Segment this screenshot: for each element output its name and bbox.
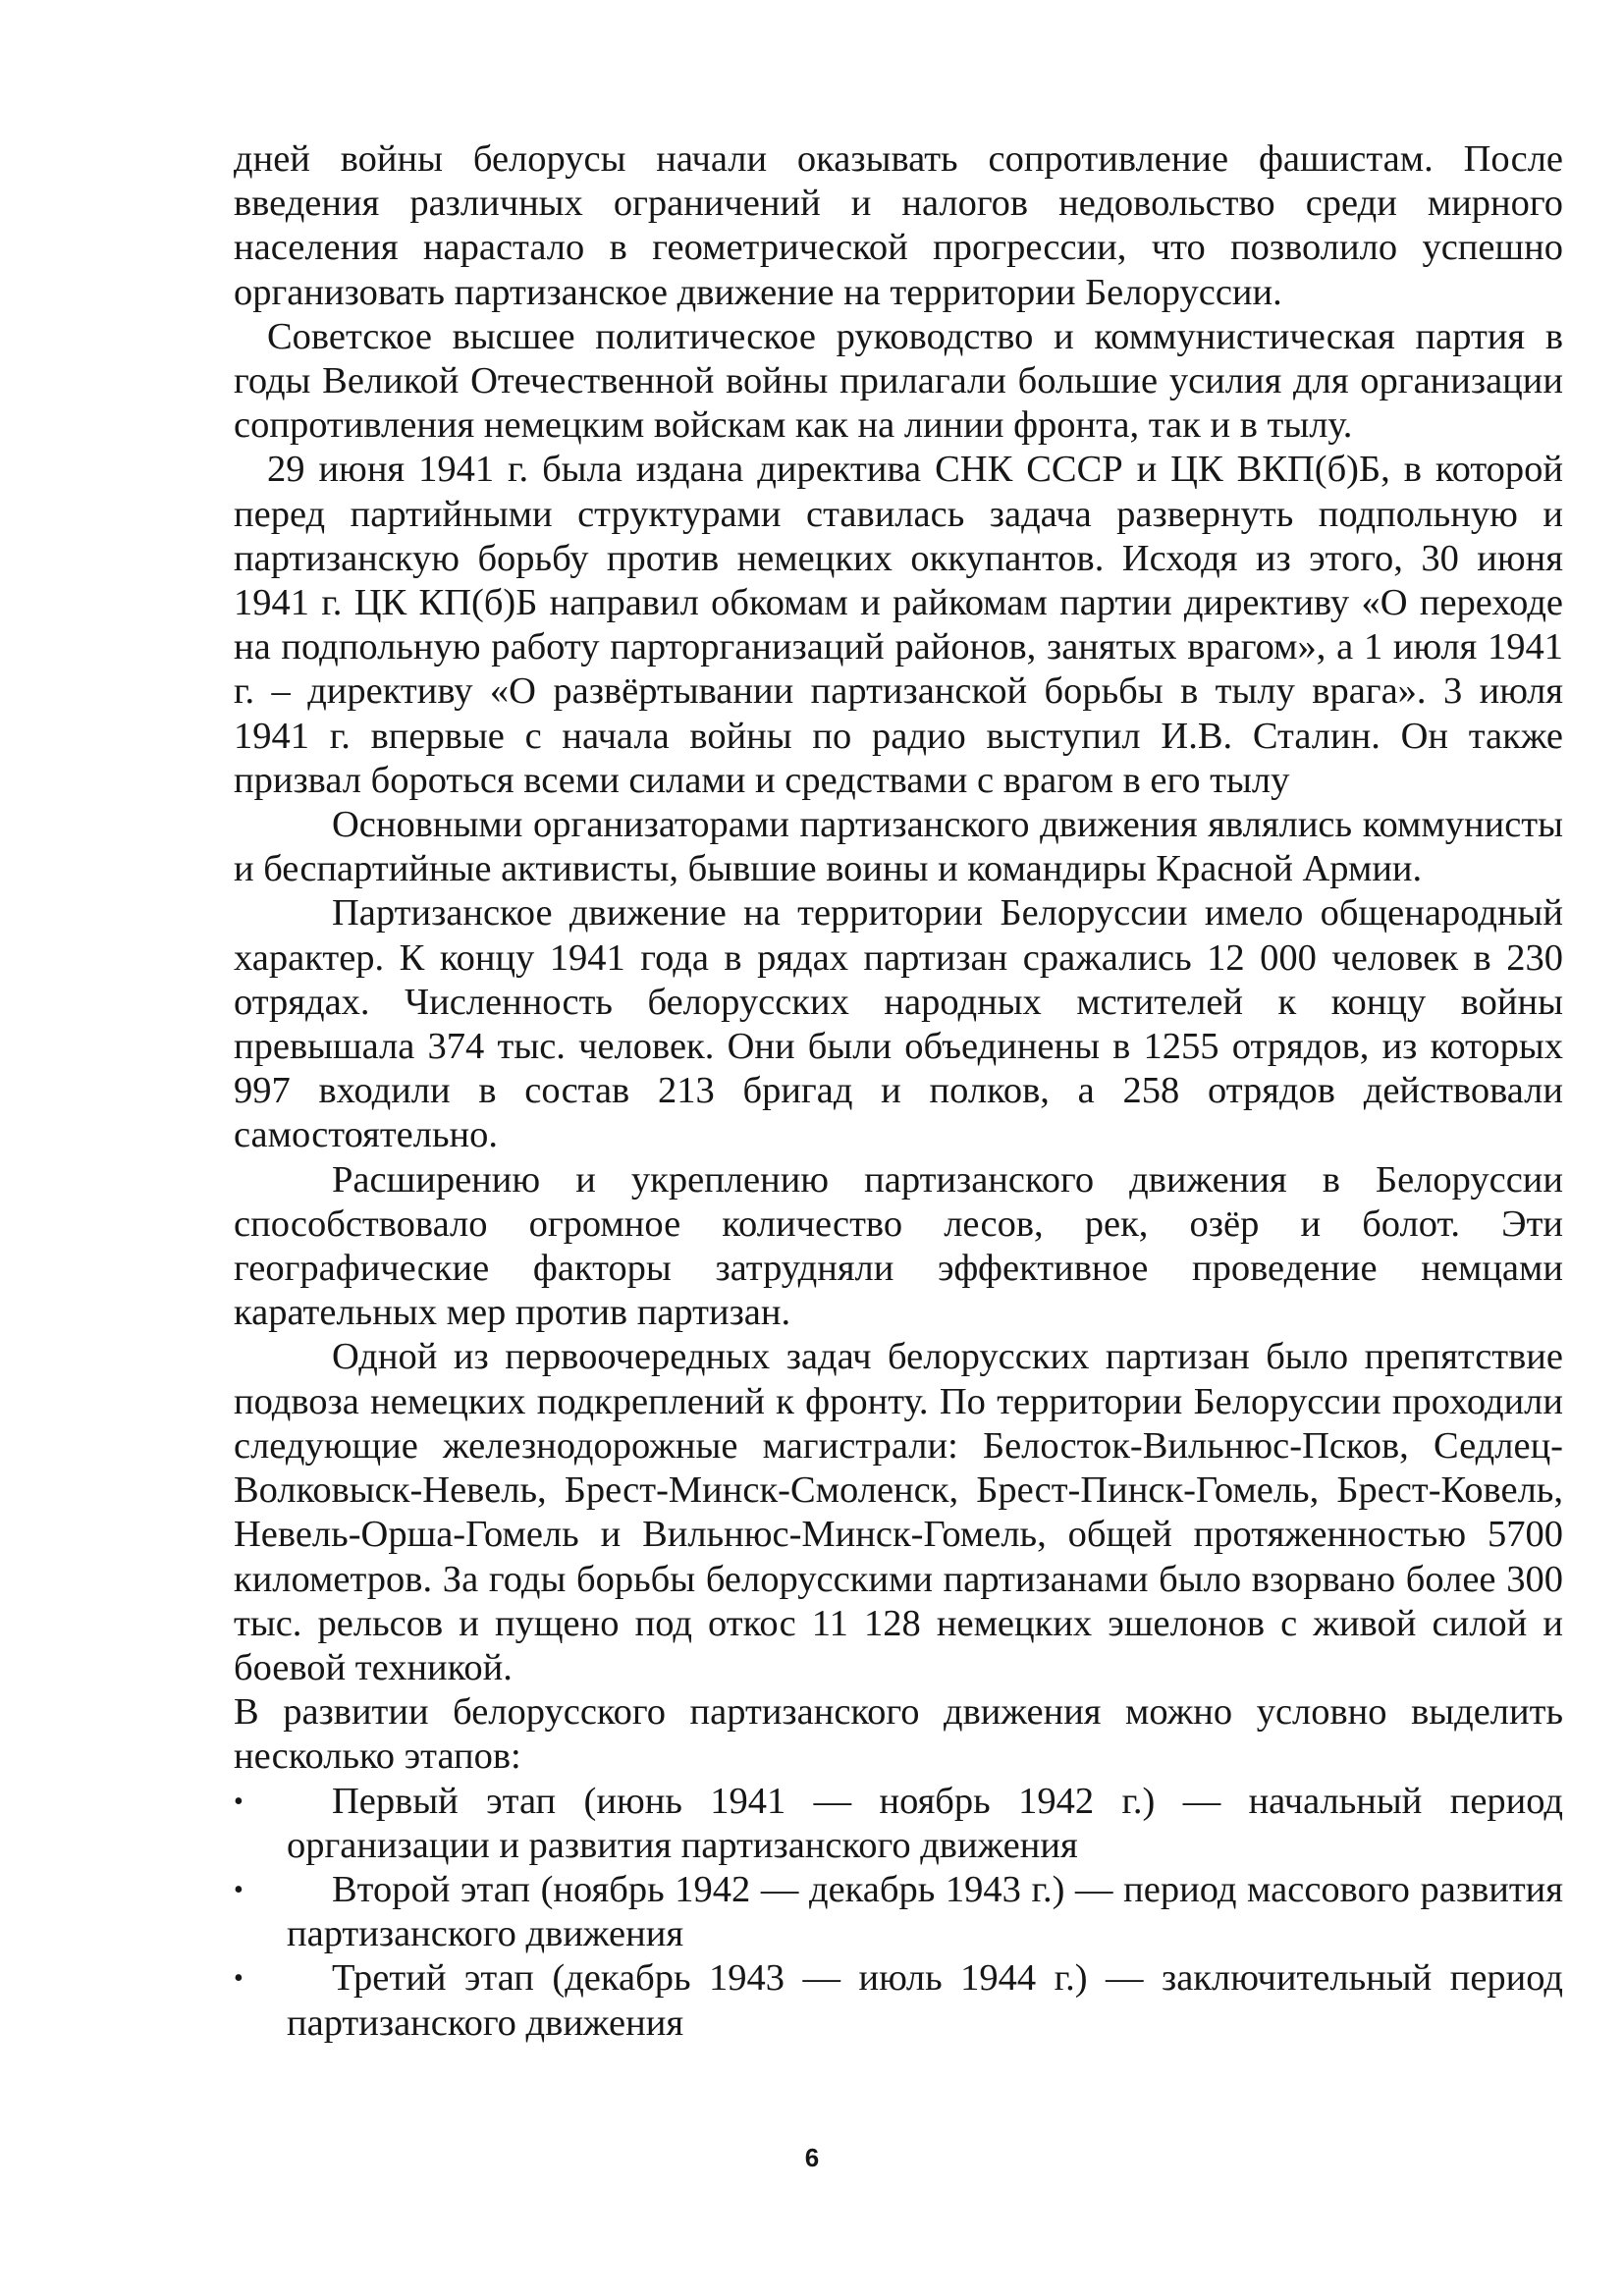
paragraph-stages-intro: В развитии белорусского партизанского движения можно условно выделить несколько этапов: [234,1691,1563,1778]
bullet-icon: • [234,1874,244,1905]
paragraph-organizers: Основными организаторами партизанского движения являлись коммунисты и беспартийные активисты, бывшие воины и командиры Красной Армии. [234,804,1563,890]
page-number: 6 [804,2143,820,2172]
bullet-icon: • [234,1786,244,1817]
stage-text: Третий этап (декабрь 1943 — июль 1944 г.) — заключительный период партизанского движения [287,1957,1563,2044]
stage-text: Первый этап (июнь 1941 — ноябрь 1942 г.) — начальный период организации и развития партизанского движения [287,1780,1563,1866]
list-item [234,1780,1563,1868]
paragraph-soviet-leadership: Советское высшее политическое руководство и коммунистическая партия в годы Великой Отечественной войны прилагали большие усилия для организации сопротивления немецким войскам как на линии фронта, так и в тылу. [234,315,1563,447]
paragraph-geography: Расширению и укреплению партизанского движения в Белоруссии способствовало огромное количество лесов, рек, озёр и болот. Эти географические факторы затрудняли эффективное проведение немцами карательных мер против партизан. [234,1158,1563,1334]
paragraph-railways: Одной из первоочередных задач белорусских партизан было препятствие подвоза немецких подкреплений к фронту. По территории Белоруссии проходили следующие железнодорожные магистрали: Белосток-Вильнюс-Псков, Седлец-Волковыск-Невель, Брест-Минск-Смоленск, Брест-Пинск-Гомель, Брест-Ковель, Невель-Орша-Гомель и Вильнюс-Минск-Гомель, общей протяженностью 5700 километров. За годы борьбы белорусскими партизанами было взорвано более 300 тыс. рельсов и пущено под откос 11 128 немецких эшелонов с живой силой и боевой техникой. [234,1336,1563,1688]
list-item [234,1956,1563,2045]
stage-text: Второй этап (ноябрь 1942 — декабрь 1943 г.) — период массового развития партизанского движения [287,1868,1563,1955]
list-item [234,1868,1563,1956]
paragraph-directive: 29 июня 1941 г. была издана директива СНК СССР и ЦК ВКП(б)Б, в которой перед партийными структурами ставилась задача развернуть подпольную и партизанскую борьбу против немецких оккупантов. Исходя из этого, 30 июня 1941 г. ЦК КП(б)Б направил обкомам и райкомам партии директиву «О переходе на подпольную работу парторганизаций районов, занятых врагом», а 1 июля 1941 г. – директиву «О развёртывании партизанской борьбы в тылу врага». 3 июля 1941 г. впервые с начала войны по радио выступил И.В. Сталин. Он также призвал бороться всеми силами и средствами с врагом в его тылу [234,449,1563,801]
bullet-icon: • [234,1963,244,1995]
paragraph-intro: дней войны белорусы начали оказывать сопротивление фашистам. После введения различных ограничений и налогов недовольство среди мирного населения нарастало в геометрической прогрессии, что позволило успешно организовать партизанское движение на территории Белоруссии. [234,138,1563,313]
document-body [234,137,1563,2046]
stages-list [234,1780,1563,2046]
paragraph-movement-character: Партизанское движение на территории Белоруссии имело общенародный характер. К концу 1941 года в рядах партизан сражались 12 000 человек в 230 отрядах. Численность белорусских народных мстителей к концу войны превышала 374 тыс. человек. Они были объединены в 1255 отрядов, из которых 997 входили в состав 213 бригад и полков, а 258 отрядов действовали самостоятельно. [234,892,1563,1156]
